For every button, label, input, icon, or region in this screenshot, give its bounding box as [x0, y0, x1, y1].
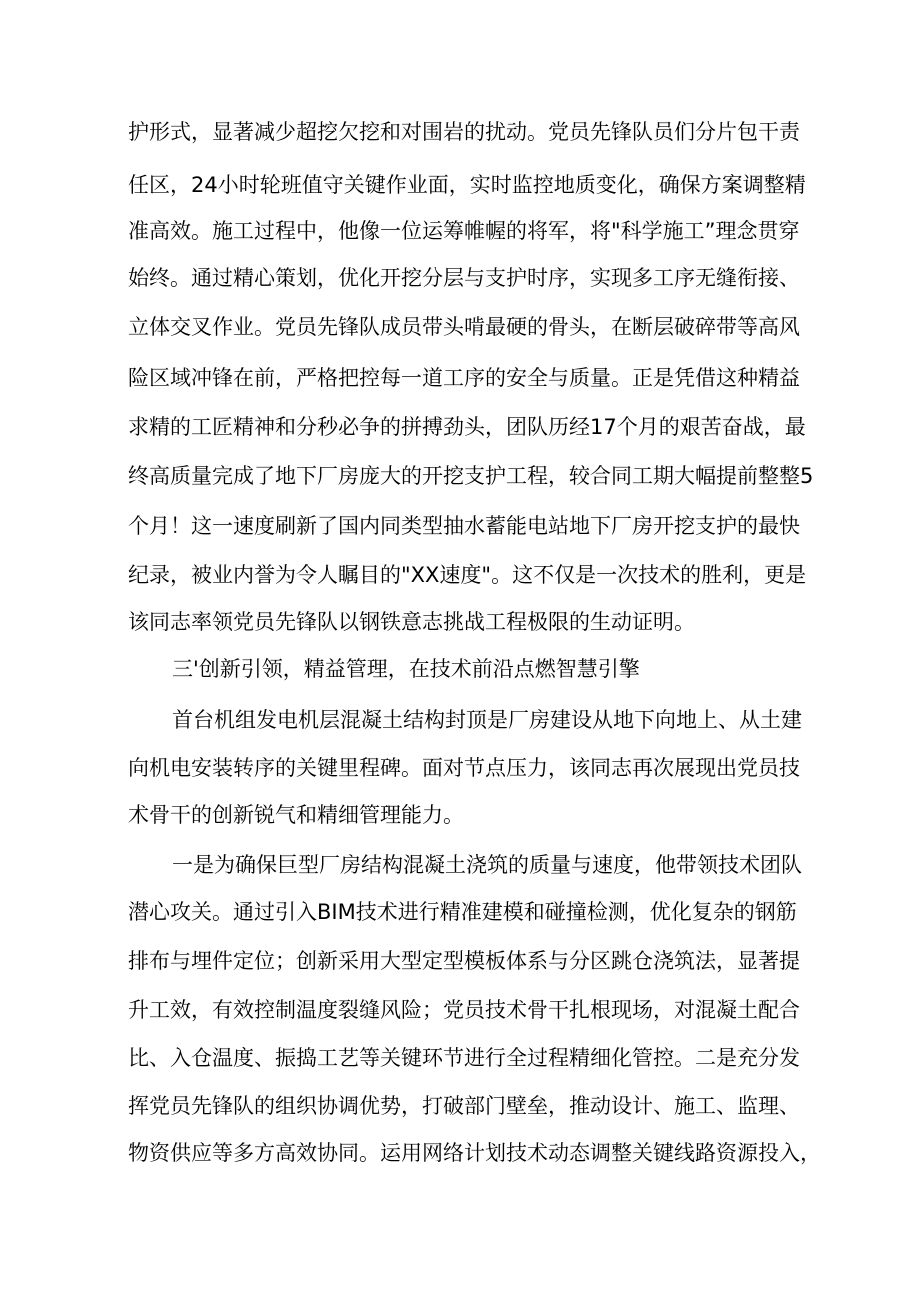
paragraph-line: 准高效。施工过程中，他像一位运筹帷幄的将军，将"科学施工”理念贯穿	[128, 219, 800, 243]
section-heading: 三'创新引领，精益管理，在技术前沿点燃智慧引擎	[172, 657, 640, 681]
paragraph-line: 终高质量完成了地下厂房庞大的开挖支护工程，较合同工期大幅提前整整5	[128, 464, 814, 488]
paragraph-line: 潜心攻关。通过引入BIM技术进行精准建模和碰撞检测，优化复杂的钢筋	[128, 900, 797, 924]
paragraph-line: 该同志率领党员先锋队以钢铁意志挑战工程极限的生动证明。	[128, 610, 695, 634]
paragraph-line: 排布与埋件定位；创新采用大型定型模板体系与分区跳仓浇筑法，显著提	[128, 949, 800, 973]
paragraph-line: 始终。通过精心策划，优化开挖分层与支护时序，实现多工序无缝衔接、	[128, 266, 800, 290]
paragraph-line: 个月！这一速度刷新了国内同类型抽水蓄能电站地下厂房开挖支护的最快	[128, 514, 800, 538]
paragraph-line: 险区域冲锋在前，严格把控每一道工序的安全与质量。正是凭借这种精益	[128, 366, 800, 390]
paragraph-line: 术骨干的创新锐气和精细管理能力。	[128, 803, 464, 827]
paragraph-line: 一是为确保巨型厂房结构混凝土浇筑的质量与速度，他带领技术团队	[172, 853, 802, 877]
paragraph-line: 向机电安装转序的关键里程碑。面对节点压力，该同志再次展现出党员技	[128, 756, 800, 780]
paragraph-line: 护形式，显著减少超挖欠挖和对围岩的扰动。党员先锋队员们分片包干责	[128, 120, 800, 144]
paragraph-line: 求精的工匠精神和分秒必争的拼搏劲头，团队历经17个月的艰苦奋战，最	[128, 415, 806, 439]
paragraph-line: 纪录，被业内誉为令人瞩目的"XX速度"。这不仅是一次技术的胜利，更是	[128, 563, 807, 587]
paragraph-line: 立体交叉作业。党员先锋队成员带头啃最硬的骨头，在断层破碎带等高风	[128, 315, 800, 339]
paragraph-line: 升工效，有效控制温度裂缝风险；党员技术骨干扎根现场，对混凝土配合	[128, 998, 800, 1022]
paragraph-line: 首台机组发电机层混凝土结构封顶是厂房建设从地下向地上、从土建	[172, 708, 802, 732]
paragraph-line: 物资供应等多方高效协同。运用网络计划技术动态调整关键线路资源投入，	[128, 1141, 821, 1165]
paragraph-line: 比、入仓温度、振捣工艺等关键环节进行全过程精细化管控。二是充分发	[128, 1046, 800, 1070]
paragraph-line: 挥党员先锋队的组织协调优势，打破部门壁垒，推动设计、施工、监理、	[128, 1094, 800, 1118]
paragraph-line: 任区，24小时轮班值守关键作业面，实时监控地质变化，确保方案调整精	[128, 173, 806, 197]
